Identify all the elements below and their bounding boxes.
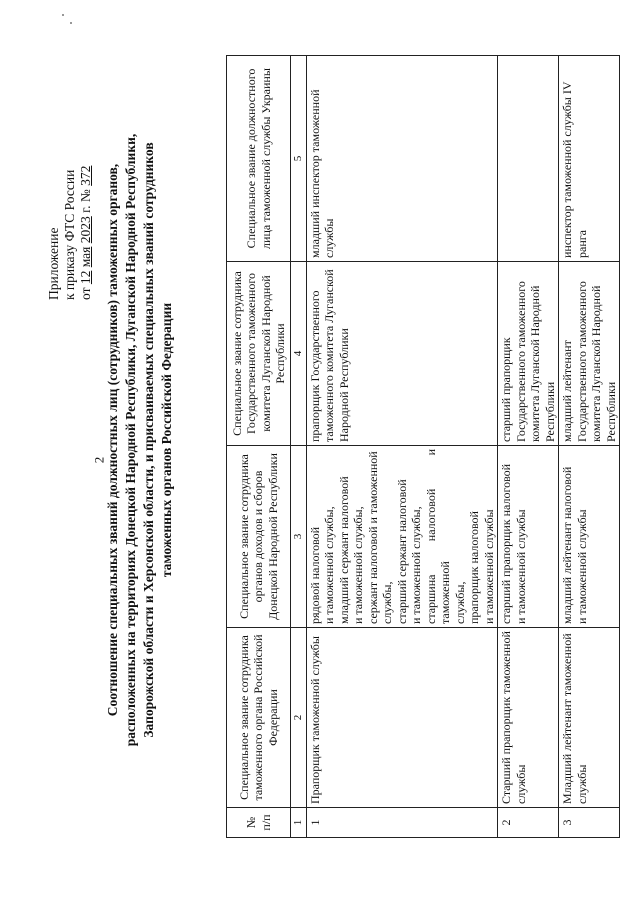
rank-dnr-line: младший сержант налоговой bbox=[336, 476, 351, 624]
rank-dnr-line: службы, bbox=[380, 581, 394, 624]
title-line: таможенных органов Российской Федерации bbox=[159, 302, 174, 578]
appendix-date-line bbox=[78, 166, 94, 300]
column-number: 4 bbox=[291, 262, 307, 446]
rank-dnr-line: службы, bbox=[452, 581, 467, 624]
page-number: 2 bbox=[91, 456, 107, 464]
column-number: 3 bbox=[291, 446, 307, 628]
rank-dnr bbox=[498, 446, 559, 628]
rank-lnr: прапорщик Государственного таможенного комитета Луганской Народной Республики bbox=[306, 262, 498, 446]
rank-dnr-line: младший лейтенант налоговой bbox=[560, 466, 574, 624]
rank-dnr-line: и таможенной службы, bbox=[351, 506, 365, 624]
rank-dnr-line: прапорщик налоговой bbox=[467, 511, 481, 624]
document-sheet bbox=[40, 40, 618, 860]
rank-rf: Старший прапорщик таможенной службы bbox=[498, 628, 559, 808]
date-day: 12 bbox=[78, 270, 93, 285]
header-ukr: Специальное звание должностного лица таможенной службы Украины bbox=[227, 56, 291, 262]
title-line: Соотношение специальных званий должностных лиц (сотрудников) таможенных органов, bbox=[105, 163, 120, 717]
order-number: 372 bbox=[78, 165, 93, 186]
rank-lnr: младший лейтенант Государственного таможенного комитета Луганской Народной Республики bbox=[559, 262, 620, 446]
date-year: 2023 bbox=[78, 216, 93, 244]
ranks-table bbox=[226, 55, 620, 838]
rank-dnr bbox=[306, 446, 498, 628]
date-prefix: от bbox=[78, 287, 93, 300]
rank-ukr: младший инспектор таможенной службы bbox=[306, 56, 498, 262]
document-title bbox=[104, 60, 176, 820]
rank-dnr-line: и таможенной службы bbox=[513, 509, 528, 624]
header-lnr: Специальное звание сотрудника Государственного таможенного комитета Луганской Народной Республики bbox=[227, 262, 291, 446]
rank-rf: Прапорщик таможенной службы bbox=[306, 628, 498, 808]
rank-rf: Младший лейтенант таможенной службы bbox=[559, 628, 620, 808]
rank-dnr-line: старший сержант налоговой bbox=[394, 479, 409, 624]
scan-speck bbox=[70, 22, 72, 24]
appendix-block bbox=[46, 166, 94, 300]
table-row bbox=[498, 56, 559, 838]
column-number: 5 bbox=[291, 56, 307, 262]
title-line: расположенных на территориях Донецкой Народной Республики, Луганской Народной Республики, bbox=[123, 133, 138, 747]
row-number: 3 bbox=[559, 808, 620, 838]
rank-dnr-line: и таможенной службы bbox=[481, 509, 496, 624]
header-rf: Специальное звание сотрудника таможенного органа Российской Федерации bbox=[227, 628, 291, 808]
scan-speck bbox=[62, 14, 64, 16]
date-year-suffix: г. bbox=[78, 205, 93, 213]
date-month: мая bbox=[78, 246, 93, 268]
rank-ukr: инспектор таможенной службы IV ранга bbox=[559, 56, 620, 262]
table-row bbox=[306, 56, 498, 838]
rank-ukr bbox=[498, 56, 559, 262]
appendix-label: Приложение bbox=[46, 227, 61, 300]
rank-dnr-line: и таможенной службы, bbox=[409, 506, 423, 624]
rank-dnr-line: старший прапорщик налоговой bbox=[499, 463, 513, 624]
column-number: 1 bbox=[291, 808, 307, 838]
header-dnr: Специальное звание сотрудника органов доходов и сборов Донецкой Народной Республики bbox=[227, 446, 291, 628]
header-num: № п/п bbox=[227, 808, 291, 838]
row-number: 2 bbox=[498, 808, 559, 838]
row-number: 1 bbox=[306, 808, 498, 838]
rank-dnr-line: сержант налоговой и таможенной bbox=[365, 451, 380, 624]
rank-lnr: старший прапорщик Государственного таможенного комитета Луганской Народной Республики bbox=[498, 262, 559, 446]
title-line: Запорожской области и Херсонской области, и присваиваемых специальных званий сотрудников bbox=[141, 142, 156, 738]
column-number: 2 bbox=[291, 628, 307, 808]
rank-dnr-line: и таможенной службы, bbox=[322, 506, 336, 624]
rank-dnr bbox=[559, 446, 620, 628]
appendix-order-ref: к приказу ФТС России bbox=[62, 169, 77, 300]
table-row bbox=[559, 56, 620, 838]
rank-dnr-line: старшина налоговой и таможенной bbox=[423, 449, 452, 624]
rank-dnr-line: и таможенной службы bbox=[574, 509, 589, 624]
number-sign: № bbox=[78, 189, 93, 203]
rank-dnr-line: рядовой налоговой bbox=[307, 526, 322, 624]
